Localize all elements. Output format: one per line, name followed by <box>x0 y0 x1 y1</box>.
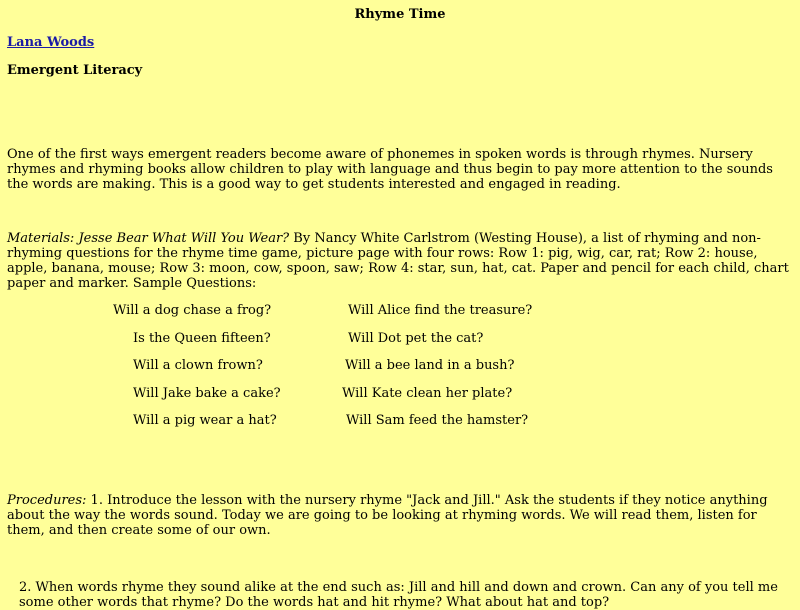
question-left-5: Will a pig wear a hat? <box>133 413 277 428</box>
materials-text: By Nancy White Carlstrom (Westing House), a list of rhyming and non-rhyming questions for the rhyme time game, picture page with four rows: Row 1: pig, wig, car, rat; Row 2: house, apple, banana, mouse; Row 3: moon, cow, spoon, saw; Row 4: star, sun, hat, cat. Paper and pencil for each child, chart paper and marker. Sample Questions: <box>7 231 789 291</box>
materials-paragraph <box>7 231 797 291</box>
question-right-1: Will Alice find the treasure? <box>348 303 533 318</box>
question-left-1: Will a dog chase a frog? <box>113 303 272 318</box>
procedures-label: Procedures: <box>7 493 87 508</box>
procedure-step-2 <box>19 580 797 610</box>
question-right-2: Will Dot pet the cat? <box>348 331 484 346</box>
question-left-2: Is the Queen fifteen? <box>133 331 271 346</box>
author-link[interactable]: Lana Woods <box>7 35 95 50</box>
question-left-3: Will a clown frown? <box>133 358 263 373</box>
step-number: 2. <box>19 580 32 595</box>
procedures-paragraph <box>7 493 797 538</box>
materials-label: Materials: Jesse Bear What Will You Wear? <box>7 231 290 246</box>
question-left-4: Will Jake bake a cake? <box>133 386 281 401</box>
page-title: Rhyme Time <box>354 7 446 22</box>
intro-paragraph: One of the first ways emergent readers become aware of phonemes in spoken words is through rhymes. Nursery rhymes and rhyming books allow children to play with language and thus begin to pay more attention to the sounds the words are making. This is a good way to get students interested and engaged in reading. <box>7 147 773 192</box>
subject-heading: Emergent Literacy <box>7 63 143 78</box>
question-right-5: Will Sam feed the hamster? <box>346 413 529 428</box>
step-text: When words rhyme they sound alike at the end such as: Jill and hill and down and crown. Can any of you tell me some other words that rhyme? Do the words hat and hit rhyme? What about hat and top? <box>19 580 778 610</box>
procedures-text: 1. Introduce the lesson with the nursery rhyme "Jack and Jill." Ask the students if they notice anything about the way the words sound. Today we are going to be looking at rhyming words. We will read them, listen for them, and then create some of our own. <box>7 493 768 538</box>
question-right-3: Will a bee land in a bush? <box>345 358 515 373</box>
question-right-4: Will Kate clean her plate? <box>342 386 513 401</box>
